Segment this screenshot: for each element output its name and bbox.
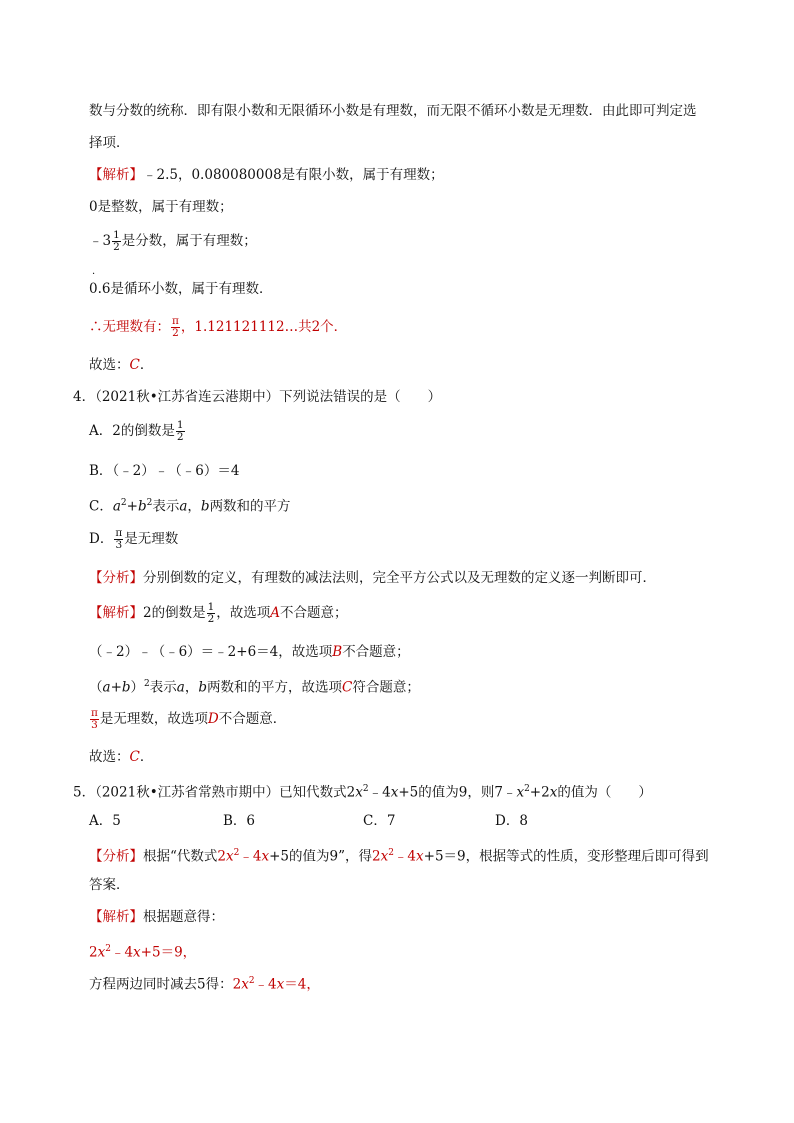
- text-span: +5＝9，根据等式的性质，变形整理后即可得到: [423, 848, 709, 865]
- numerator: 1: [113, 229, 120, 241]
- var: x: [133, 944, 141, 961]
- text-line: 0是整数，属于有理数；: [89, 199, 233, 215]
- option-c: C．7: [363, 813, 396, 829]
- var: a: [176, 679, 185, 696]
- text-span: ﹣4: [110, 944, 134, 961]
- var: x: [226, 848, 234, 865]
- text-line: [89, 312, 347, 342]
- text-span: ﹣4: [239, 848, 262, 865]
- text-span: ﹣4: [254, 976, 277, 993]
- text-span: ，: [184, 679, 199, 696]
- var: b: [200, 498, 210, 515]
- text-span: 的值为（ ）: [557, 784, 652, 801]
- text-span: ，: [187, 498, 201, 515]
- text-span: 是无理数，故选项: [99, 711, 208, 727]
- numerator: 1: [207, 601, 215, 613]
- question-5-stem: [73, 780, 652, 802]
- option-a: [89, 416, 186, 446]
- text-span: 故选：: [89, 749, 130, 765]
- analysis-label: 【解析】: [89, 605, 143, 621]
- text-span: 2: [371, 848, 381, 865]
- text-span: 2的倒数是: [143, 605, 206, 621]
- exponent: 2: [233, 848, 240, 858]
- option-ref: D: [207, 711, 219, 727]
- var: x: [416, 848, 424, 865]
- option-d: [89, 524, 178, 554]
- text-span: 表示: [152, 498, 180, 515]
- text-span: +2: [529, 784, 550, 801]
- var: b: [198, 679, 207, 696]
- hint-label: 【分析】: [89, 570, 143, 586]
- numerator: π: [172, 315, 179, 327]
- text-span: 根据题意得：: [143, 909, 224, 925]
- denominator: 3: [115, 539, 123, 551]
- analysis-line: [89, 166, 444, 184]
- text-span: （: [89, 679, 103, 696]
- text-line: [89, 704, 286, 734]
- var: b: [121, 679, 131, 696]
- denominator: 2: [207, 613, 215, 625]
- text-line: [89, 643, 410, 661]
- denominator: 2: [176, 431, 184, 443]
- text-span: +5的值为9，则7﹣: [398, 784, 517, 801]
- option-d: D．8: [495, 813, 528, 829]
- fraction: [207, 602, 216, 625]
- text-span: 不合题意．: [218, 711, 287, 727]
- text-span: 故选：: [89, 357, 130, 373]
- fraction: [112, 230, 121, 253]
- text-span: ﹣4: [368, 784, 391, 801]
- numerator: π: [91, 707, 98, 719]
- exponent: 2: [248, 976, 255, 986]
- text-span: 是分数，属于有理数；: [121, 233, 257, 249]
- text-span: ﹣4: [393, 848, 417, 865]
- var: x: [516, 784, 525, 801]
- analysis-label: 【解析】: [89, 167, 143, 183]
- analysis-line: [89, 908, 224, 926]
- text-line: [89, 226, 257, 256]
- text-line: [89, 675, 420, 697]
- exponent: 2: [120, 498, 127, 508]
- text-span: +5的值为9”，得: [269, 848, 372, 865]
- exponent: 2: [144, 679, 150, 689]
- text-line: 0.6是循环小数，属于有理数．: [89, 281, 273, 297]
- option-ref: A: [270, 605, 281, 621]
- answer-choice: C: [129, 749, 140, 765]
- text-span: 表示: [149, 679, 177, 696]
- answer-choice: C: [129, 357, 140, 373]
- text-line: 择项．: [89, 135, 130, 151]
- option-ref: C: [341, 679, 353, 696]
- analysis-label: 【解析】: [89, 909, 143, 925]
- text-span: 符合题意；: [352, 679, 420, 696]
- question-4-stem: 4．（2021秋•江苏省连云港期中）下列说法错误的是（ ）: [73, 389, 442, 405]
- text-span: +: [126, 498, 138, 515]
- answer-line: [89, 748, 153, 766]
- option-b: B．6: [223, 813, 256, 829]
- text-span: 2: [89, 944, 98, 961]
- text-span: 根据“代数式: [143, 848, 218, 865]
- option-a: A．5: [89, 813, 121, 829]
- text-span: ﹣3: [89, 233, 112, 249]
- var: x: [97, 944, 106, 961]
- var: a: [112, 498, 121, 515]
- text-span: ．: [139, 357, 154, 373]
- text-span: （﹣2）﹣（﹣6）＝﹣2+6＝4，故选项: [89, 644, 333, 660]
- var: x: [276, 976, 285, 993]
- text-span: ∴无理数有：: [89, 319, 170, 335]
- var: a: [102, 679, 111, 696]
- var: x: [380, 848, 389, 865]
- text-span: 方程两边同时减去5得：: [89, 976, 233, 993]
- text-span: +5＝9，: [140, 944, 197, 961]
- analysis-line: [89, 598, 348, 628]
- options-row: [89, 812, 709, 830]
- text-line: 答案．: [89, 877, 130, 893]
- fraction: [90, 708, 99, 731]
- repeating-dot: ·: [92, 269, 96, 280]
- equation-line: [89, 972, 320, 994]
- hint-label: 【分析】: [89, 848, 143, 865]
- var: x: [241, 976, 249, 993]
- text-span: ＝4，: [284, 976, 320, 993]
- text-span: ，故选项: [216, 605, 271, 621]
- denominator: 2: [172, 327, 179, 339]
- text-span: ．: [139, 749, 154, 765]
- fraction: [171, 316, 180, 339]
- exponent: 2: [362, 784, 369, 794]
- var: a: [179, 498, 188, 515]
- var: x: [390, 784, 399, 801]
- fraction: [114, 528, 123, 551]
- option-ref: B: [332, 644, 343, 660]
- numerator: 1: [176, 419, 184, 431]
- text-span: ，1.121121112…共2个．: [180, 319, 348, 335]
- exponent: 2: [146, 498, 153, 508]
- equation-line: [89, 940, 196, 962]
- numerator: π: [115, 527, 123, 539]
- text-span: 不合题意；: [280, 605, 348, 621]
- var: x: [261, 848, 270, 865]
- denominator: 3: [91, 719, 98, 731]
- exponent: 2: [524, 784, 530, 794]
- exponent: 2: [105, 944, 111, 954]
- text-span: +: [110, 679, 122, 696]
- analysis-hint-line: [89, 844, 709, 866]
- text-span: C．: [89, 498, 113, 515]
- text-span: 分别倒数的定义，有理数的减法法则，完全平方公式以及无理数的定义逐一判断即可．: [143, 570, 656, 586]
- text-span: 不合题意；: [342, 644, 410, 660]
- text-span: 5．（2021秋•江苏省常熟市期中）已知代数式: [73, 784, 347, 801]
- text-span: 2: [217, 848, 226, 865]
- text-span: D．: [89, 531, 114, 547]
- text-span: 是无理数: [124, 531, 179, 547]
- text-line: 数与分数的统称．即有限小数和无限循环小数是有理数，而无限不循环小数是无理数．由此即可判定选: [89, 103, 697, 119]
- text-span: 2: [346, 784, 356, 801]
- var: x: [549, 784, 558, 801]
- text-span: ）: [130, 679, 145, 696]
- denominator: 2: [113, 241, 120, 253]
- analysis-hint-line: [89, 569, 656, 587]
- fraction: [176, 420, 185, 443]
- exponent: 2: [388, 848, 394, 858]
- text-line: ﹣2.5，0.080080008是有限小数，属于有理数；: [143, 167, 444, 183]
- text-span: A．2的倒数是: [89, 423, 175, 439]
- option-c: [89, 494, 291, 516]
- var: x: [355, 784, 363, 801]
- option-b: B．（﹣2）﹣（﹣6）＝4: [89, 463, 240, 479]
- var: b: [137, 498, 147, 515]
- text-span: 2: [232, 976, 242, 993]
- text-span: 两数和的平方: [209, 498, 291, 515]
- text-span: 两数和的平方，故选项: [206, 679, 342, 696]
- answer-line: [89, 356, 153, 374]
